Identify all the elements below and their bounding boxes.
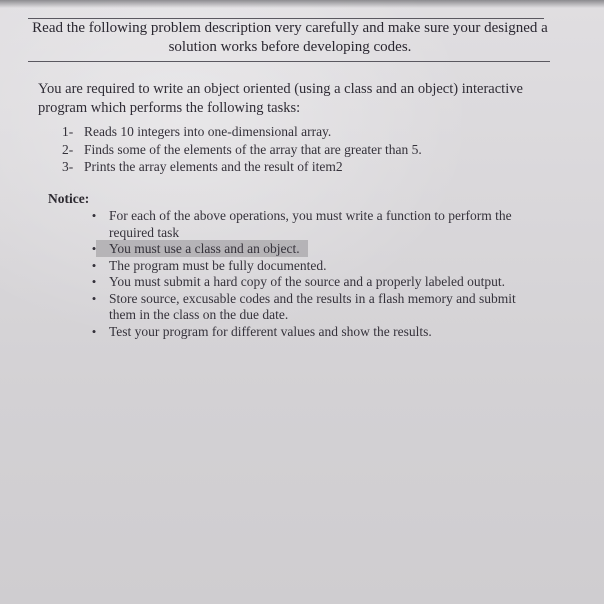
header-bottom-rule <box>28 61 550 62</box>
notice-item <box>88 208 516 241</box>
problem-intro <box>38 80 538 118</box>
bullet-icon: • <box>91 257 97 273</box>
header-line-1: Read the following problem description very carefully and make sure your designed a <box>32 20 548 36</box>
task-number: 2- <box>62 141 74 157</box>
task-item <box>62 123 422 141</box>
notice-item-line: You must submit a hard copy of the source and a properly labeled output. <box>109 274 506 289</box>
task-text: Reads 10 integers into one-dimensional array. <box>84 124 332 139</box>
bullet-icon: • <box>91 241 97 256</box>
top-edge-shadow <box>0 0 604 8</box>
notice-item-line: Store source, excusable codes and the results in a flash memory and submit <box>109 290 516 306</box>
intro-line-1: You are required to write an object oriented (using a class and an object) interactive <box>38 81 523 97</box>
notice-item-line: For each of the above operations, you must write a function to perform the <box>109 208 512 223</box>
bullet-icon: • <box>91 274 97 289</box>
bullet-icon: • <box>91 208 97 223</box>
notice-item <box>88 258 516 275</box>
task-number: 3- <box>62 159 74 174</box>
bullet-icon: • <box>91 323 97 339</box>
header-line-2: solution works before developing codes. <box>168 39 412 55</box>
instructions-header <box>30 19 550 57</box>
intro-line-2: program which performs the following tasks: <box>38 100 301 116</box>
notice-item <box>88 291 516 324</box>
notice-item-line: them in the class on the due date. <box>109 307 289 322</box>
bullet-icon: • <box>91 290 97 306</box>
notice-item <box>88 241 516 258</box>
task-item <box>62 141 422 159</box>
task-number: 1- <box>62 124 74 139</box>
notice-item-line: Test your program for different values and show the results. <box>109 323 432 339</box>
notice-list <box>88 207 516 340</box>
notice-item-line: required task <box>109 224 180 240</box>
task-text: Finds some of the elements of the array that are greater than 5. <box>84 141 422 157</box>
task-text: Prints the array elements and the result of item2 <box>84 159 343 174</box>
notice-heading: Notice: <box>48 191 90 206</box>
notice-item <box>88 274 516 291</box>
task-item <box>62 158 422 176</box>
notice-item <box>88 324 516 341</box>
notice-item-line: The program must be fully documented. <box>109 257 327 273</box>
task-list <box>62 123 422 176</box>
notice-item-line: You must use a class and an object. <box>109 241 300 256</box>
